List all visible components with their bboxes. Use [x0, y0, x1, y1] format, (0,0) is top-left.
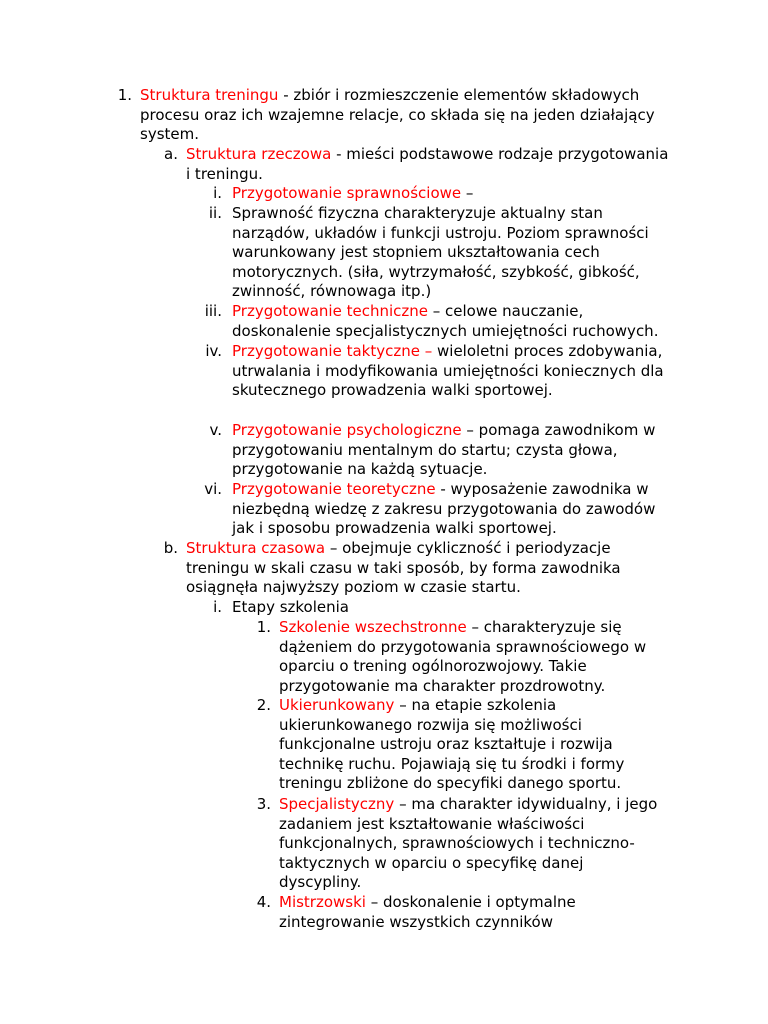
- list-item-przygotowanie-taktyczne: [205, 342, 674, 401]
- list-marker: v.: [209, 421, 222, 439]
- separator: -: [331, 145, 342, 163]
- list-marker: ii.: [208, 204, 222, 222]
- definition-text: wieloletni proces zdobywania, utrwalania i modyfikowania umiejętności koniecznych dla skutecznego prowadzenia walki sportowej.: [232, 342, 664, 400]
- separator: –: [461, 421, 474, 439]
- list-marker: iii.: [204, 302, 222, 320]
- list-marker: 4.: [256, 893, 271, 911]
- term-highlight: Przygotowanie psychologiczne: [232, 421, 462, 439]
- separator: –: [394, 696, 407, 714]
- term-highlight: Struktura czasowa: [186, 539, 326, 557]
- list-item-struktura-treningu: [117, 86, 670, 145]
- list-marker: b.: [163, 539, 178, 557]
- list-item-specjalistyczny: [256, 795, 664, 893]
- term-highlight: Szkolenie wszechstronne: [279, 618, 467, 636]
- list-marker: vi.: [204, 480, 222, 498]
- definition-text: na etapie szkolenia ukierunkowanego rozwija się możliwości funkcjonalne ustroju oraz kształtuje i rozwija technikę ruchu. Pojawiają się tu środki i formy treningu zbliżone do specyfiki danego sportu.: [279, 696, 625, 793]
- separator: –: [461, 184, 474, 202]
- separator: –: [466, 618, 479, 636]
- list-item-przygotowanie-techniczne: [204, 302, 674, 341]
- separator: –: [365, 893, 379, 911]
- term-highlight: Mistrzowski: [279, 893, 366, 911]
- term-highlight: Struktura treningu: [140, 86, 279, 104]
- list-item-sprawnosc-fizyczna: [208, 204, 674, 302]
- term-highlight: Struktura rzeczowa: [186, 145, 332, 163]
- definition-text: ma charakter idywidualny, i jego zadaniem jest kształtowanie właściwości funkcjonalnych, sprawnościowych i techniczno-taktycznych w oparciu o specyfikę danej dyscypliny.: [279, 795, 658, 892]
- list-marker: i.: [213, 598, 222, 616]
- list-item-struktura-rzeczowa: [164, 145, 670, 184]
- separator: –: [394, 795, 407, 813]
- definition-text: obejmuje cykliczność i periodyzacje treningu w skali czasu w taki sposób, by forma zawodnika osiągnęła najwyższy poziom w czasie startu.: [186, 539, 621, 597]
- definition-text: celowe nauczanie, doskonalenie specjalistycznych umiejętności ruchowych.: [232, 302, 659, 340]
- list-item-przygotowanie-psychologiczne: [209, 421, 674, 480]
- list-marker: 3.: [256, 795, 271, 813]
- list-item-struktura-czasowa: [163, 539, 670, 598]
- separator: -: [435, 480, 446, 498]
- list-item-przygotowanie-sprawnosciowe: [213, 184, 674, 204]
- list-marker: iv.: [205, 342, 222, 360]
- definition-text: Etapy szkolenia: [232, 598, 349, 616]
- list-marker: i.: [213, 184, 222, 202]
- definition-text: zbiór i rozmieszczenie elementów składowych procesu oraz ich wzajemne relacje, co składa się na jeden działający system.: [140, 86, 655, 144]
- definition-text: mieści podstawowe rodzaje przygotowania i treningu.: [186, 145, 669, 183]
- separator: –: [427, 302, 441, 320]
- definition-text: pomaga zawodnikom w przygotowaniu mentalnym do startu; czysta głowa, przygotowanie na każdą sytuacje.: [232, 421, 656, 479]
- list-item-mistrzowski: [256, 893, 664, 932]
- list-marker: 1.: [256, 618, 271, 636]
- list-marker: a.: [164, 145, 178, 163]
- term-highlight: Ukierunkowany: [279, 696, 395, 714]
- list-marker: 2.: [256, 696, 271, 714]
- definition-text: charakteryzuje się dążeniem do przygotowania sprawnościowego w oparciu o trening ogólnorozwojowy. Takie przygotowanie ma charakter prozdrowotny.: [279, 618, 647, 695]
- separator: -: [278, 86, 289, 104]
- definition-text: doskonalenie i optymalne zintegrowanie wszystkich czynników: [279, 893, 576, 931]
- list-item-przygotowanie-teoretyczne: [204, 480, 674, 539]
- term-highlight: Przygotowanie teoretyczne: [232, 480, 436, 498]
- term-highlight: Przygotowanie techniczne: [232, 302, 428, 320]
- list-marker: 1.: [117, 86, 132, 104]
- term-highlight: Przygotowanie taktyczne –: [232, 342, 433, 360]
- list-item-szkolenie-wszechstronne: [256, 618, 664, 696]
- list-item-etapy-szkolenia: [213, 598, 674, 618]
- definition-text: wyposażenie zawodnika w niezbędną wiedzę z zakresu przygotowania do zawodów jak i sposobu prowadzenia walki sportowej.: [232, 480, 656, 538]
- term-highlight: Przygotowanie sprawnościowe: [232, 184, 462, 202]
- list-item-ukierunkowany: [256, 696, 664, 794]
- definition-text: Sprawność fizyczna charakteryzuje aktualny stan narządów, układów i funkcji ustroju. Poziom sprawności warunkowany jest stopniem ukształtowania cech motorycznych. (siła, wytrzymałość, szybkość, gibkość, zwinność, równowaga itp.): [232, 204, 649, 301]
- term-highlight: Specjalistyczny: [279, 795, 395, 813]
- separator: –: [325, 539, 338, 557]
